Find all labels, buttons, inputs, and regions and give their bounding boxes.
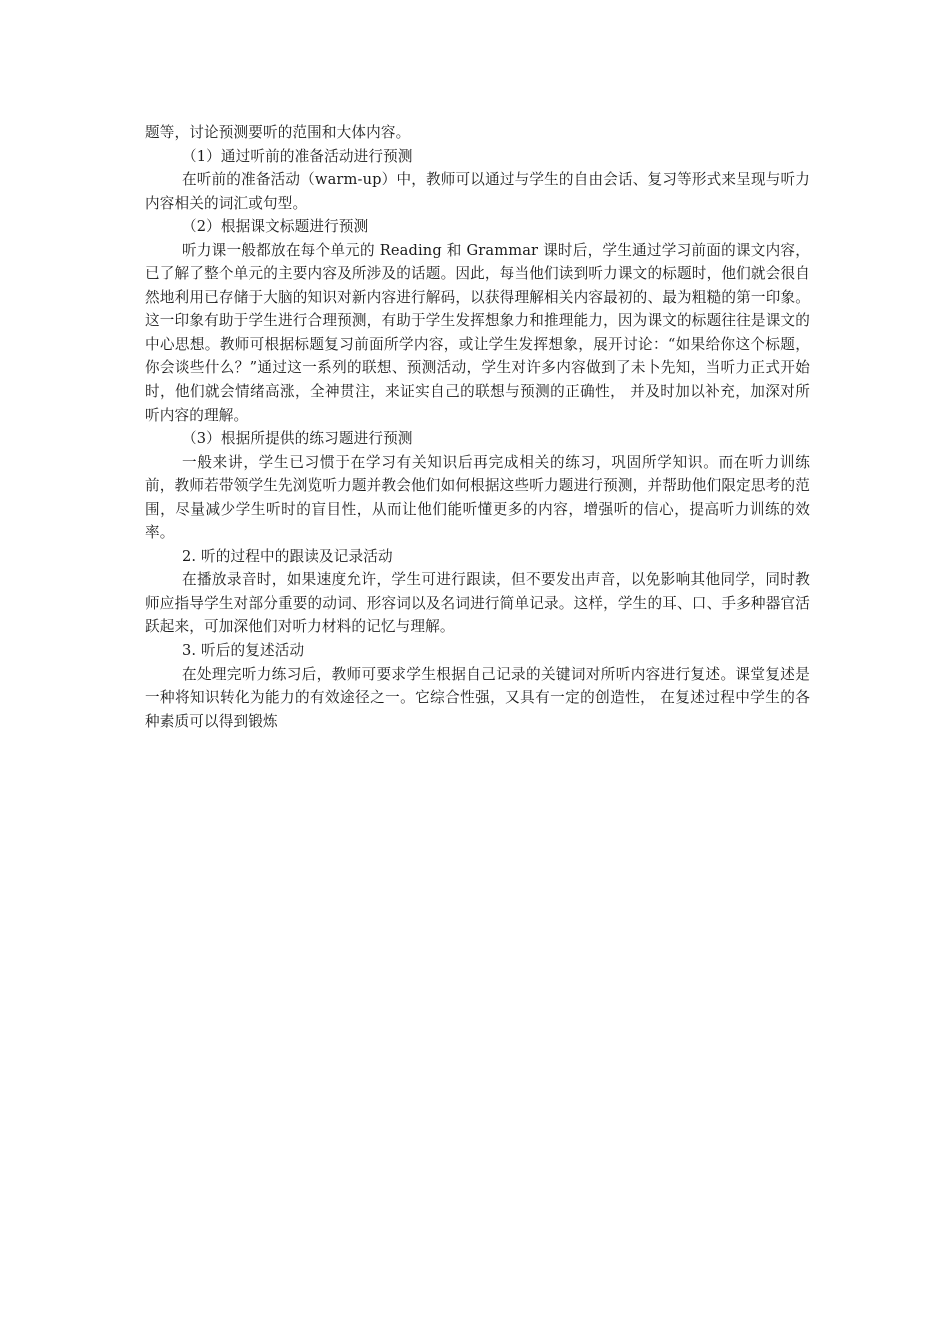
paragraph-warm-up: 在听前的准备活动（warm-up）中，教师可以通过与学生的自由会话、复习等形式来呈现与听力内容相关的词汇或句型。 xyxy=(145,171,810,212)
heading-exercise-prediction: （3）根据所提供的练习题进行预测 xyxy=(182,430,413,448)
paragraph-post-listening: 在处理完听力练习后，教师可要求学生根据自己记录的关键词对所听内容进行复述。课堂复述是一种将知识转化为能力的有效途径之一。它综合性强，又具有一定的创造性， 在复述过程中学生的各种素质可以得到锻炼 xyxy=(145,665,810,730)
heading-pre-listening-prediction: （1）通过听前的准备活动进行预测 xyxy=(182,147,413,165)
paragraph-exercise-prediction: 一般来讲，学生已习惯于在学习有关知识后再完成相关的练习，巩固所学知识。而在听力训练前，教师若带领学生先浏览听力题并教会他们如何根据这些听力题进行预测，并帮助他们限定思考的范围，尽量减少学生听时的盲目性，从而让他们能听懂更多的内容，增强听的信心，提高听力训练的效率。 xyxy=(145,453,810,542)
paragraph-while-listening: 在播放录音时，如果速度允许，学生可进行跟读，但不要发出声音，以免影响其他同学，同时教师应指导学生对部分重要的动词、形容词以及名词进行简单记录。这样，学生的耳、口、手多种器官活跃起来，可加深他们对听力材料的记忆与理解。 xyxy=(145,571,810,636)
heading-post-listening: 3. 听后的复述活动 xyxy=(182,642,305,660)
paragraph-title-prediction: 听力课一般都放在每个单元的 Reading 和 Grammar 课时后，学生通过学习前面的课文内容，已了解了整个单元的主要内容及所涉及的话题。因此，每当他们读到听力课文的标题时，他们就会很自然地利用已存储于大脑的知识对新内容进行解码，以获得理解相关内容最初的、最为粗糙的第一印象。这一印象有助于学生进行合理预测，有助于学生发挥想象力和推理能力，因为课文的标题往往是课文的中心思想。教师可根据标题复习前面所学内容，或让学生发挥想象，展开讨论：“如果给你这个标题，你会谈些什么？”通过这一系列的联想、预测活动，学生对许多内容做到了未卜先知，当听力正式开始时，他们就会情绪高涨，全神贯注，来证实自己的联想与预测的正确性， 并及时加以补充，加深对所听内容的理解。 xyxy=(145,241,810,424)
heading-while-listening: 2. 听的过程中的跟读及记录活动 xyxy=(182,547,393,565)
document-body xyxy=(145,121,810,733)
heading-title-prediction: （2）根据课文标题进行预测 xyxy=(182,218,369,236)
paragraph-continuation: 题等，讨论预测要听的范围和大体内容。 xyxy=(145,124,411,141)
